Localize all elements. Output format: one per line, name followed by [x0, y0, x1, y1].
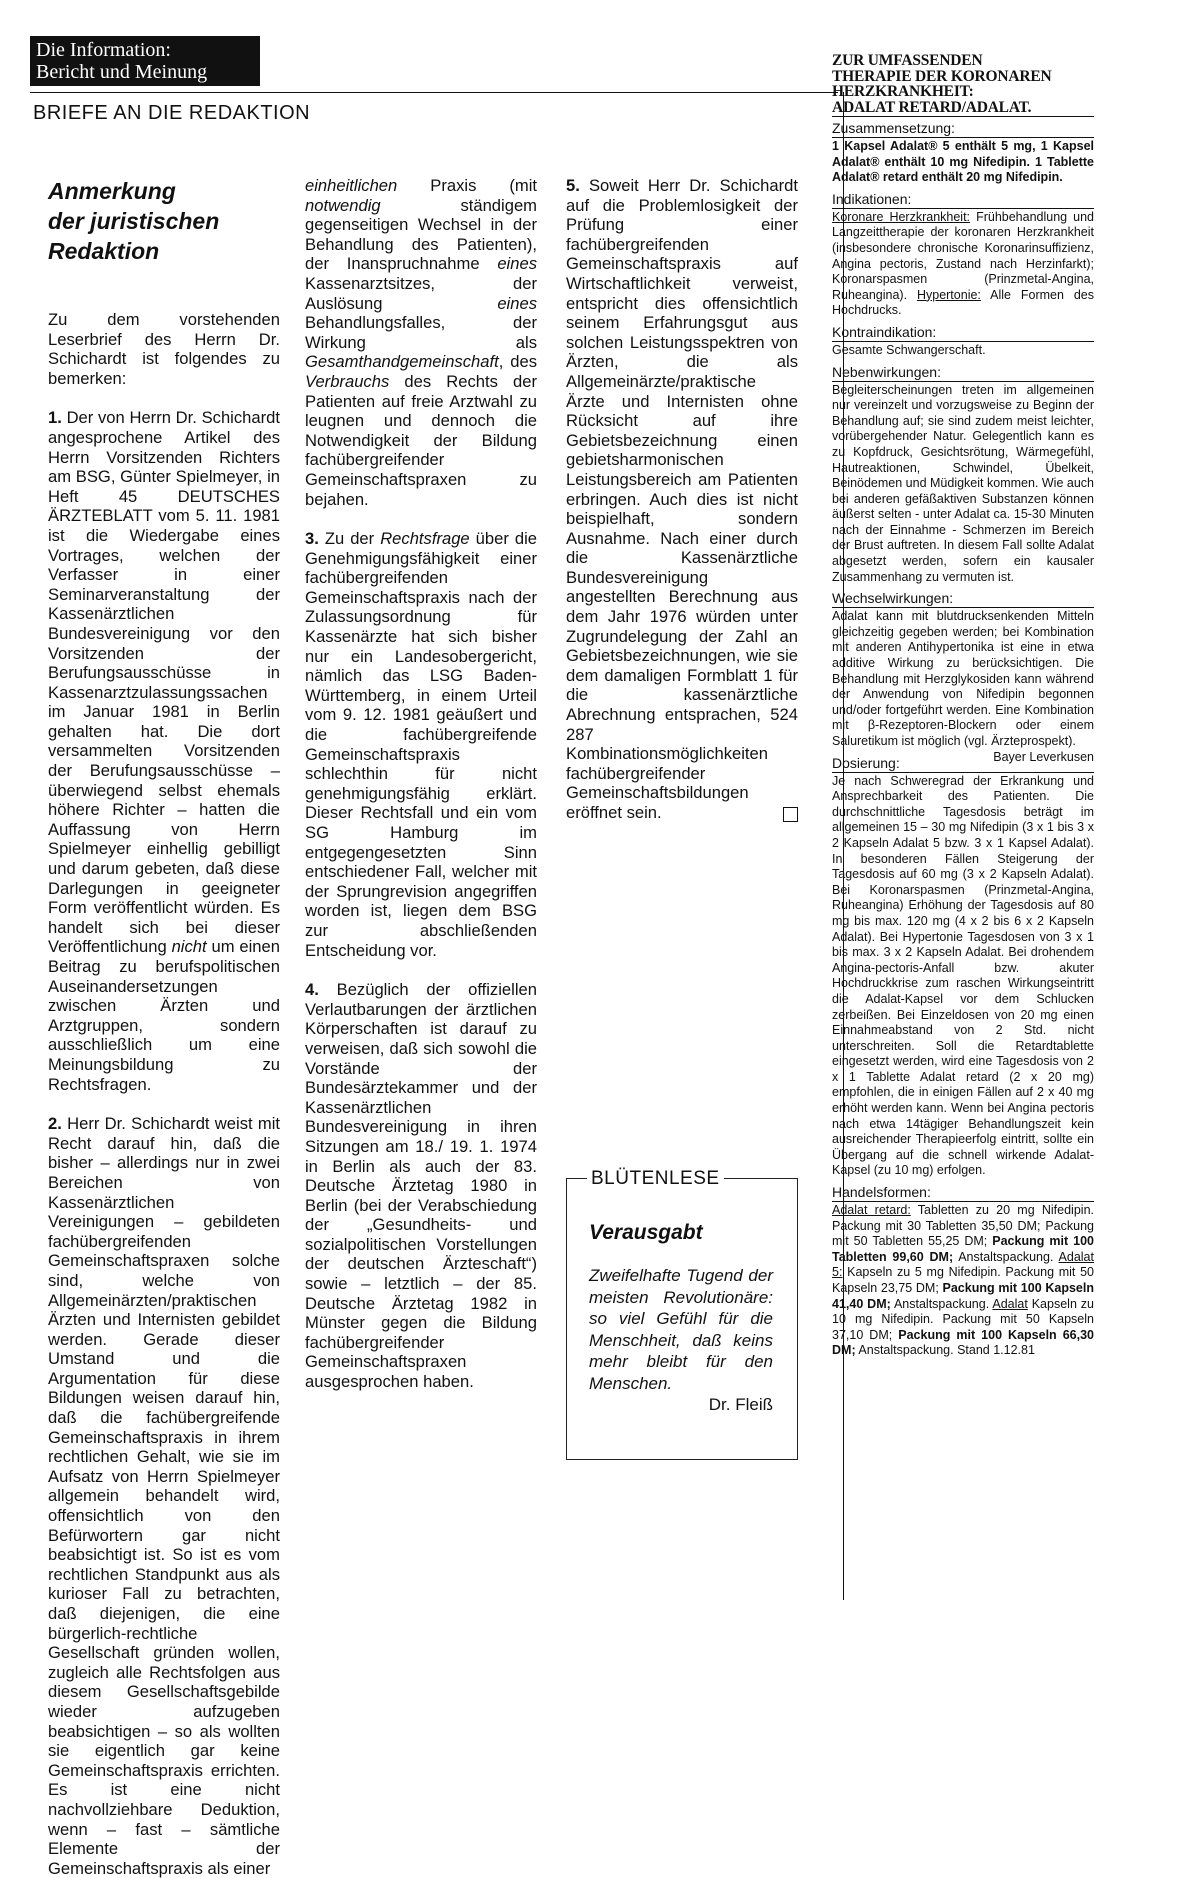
ad-section-title: Kontraindikation:	[832, 323, 1094, 342]
paragraph-text: Der von Herrn Dr. Schichardt angesprochene Artikel des Herrn Vorsitzenden Richters am BSG, Günter Spielmeyer, in Heft 45 DEUTSCHES ÄRZTEBLATT vom 5. 11. 1981 ist die Wiedergabe eines Vortrages, welchen der Verfasser in einer Seminarveranstaltung der Kassenärztlichen Bundesvereinigung vor den Vorsitzenden der Berufungsausschüsse in Kassenarztzulassungssachen im Januar 1981 in Berlin gehalten hat. Die dort versammelten Vorsitzenden der Berufungsausschüsse – überwiegend selbst ehemals höhere Richter – hatten die Auffassung von Herrn Spielmeyer einhellig gebilligt und darum gebeten, daß diese Darlegungen in geeigneter Form veröffentlicht würden. Es handelt sich bei dieser Veröffentlichung	[48, 408, 280, 957]
paragraph-2	[48, 1114, 280, 1878]
paragraph-text: Praxis (mit	[430, 176, 537, 195]
ad-company: Bayer Leverkusen	[993, 749, 1094, 764]
paragraph-2-continued	[305, 176, 537, 509]
ad-term: Adalat 5:	[832, 1249, 1094, 1280]
ad-headline-line: ZUR UMFASSENDEN	[832, 52, 983, 69]
article-title-line-3: Redaktion	[48, 238, 160, 264]
ad-section-title: Wechselwirkungen:	[832, 589, 1094, 608]
paragraph-text: ständigem gegenseitigen Wechsel in der Behandlung des Patienten), der Inanspruchnahme	[305, 195, 537, 274]
ad-composition: 1 Kapsel Adalat® 5 enthält 5 mg, 1 Kapsel Adalat® enthält 10 mg Nifedipin. 1 Tablette Adalat® retard enthält 20 mg Nifedipin.	[832, 139, 1094, 185]
ad-text: Alle Formen des Hochdrucks.	[832, 287, 1094, 318]
paragraph-text: , des	[498, 352, 537, 372]
article-title-line-2: der juristischen	[48, 208, 220, 234]
paragraph-1	[48, 408, 280, 1094]
ad-headline	[832, 53, 1094, 117]
emphasis: einheitlichen	[305, 176, 398, 195]
ad-term: Koronare Herzkrankheit:	[832, 209, 971, 224]
ad-text: Tabletten zu 20 mg Nifedipin. Packung mit 30 Tabletten 35,50 DM; Packung mit 50 Tabletten 55,25 DM;	[832, 1203, 1094, 1249]
ad-term: Hypertonie:	[916, 287, 981, 302]
ad-text: Kapseln zu 5 mg Nifedipin. Packung mit 50 Kapseln 23,75 DM;	[832, 1265, 1094, 1295]
ad-package-forms	[832, 1203, 1094, 1359]
ad-price: Packung mit 100 Kapseln 66,30 DM;	[832, 1327, 1094, 1358]
paragraph-text: Bezüglich der offiziellen Verlautbarungen der ärztlichen Körperschaften ist darauf zu verweisen, daß sich sowohl die Vorstände der Bundesärztekammer und der Kassenärztlichen Bundesvereinigung in ihren Sitzungen am 18./ 19. 1. 1974 in Berlin als auch der 83. Deutsche Ärztetag 1980 in Berlin (bei der Verabschiedung der „Gesundheits- und sozialpolitischen Vorstellungen der deutschen Ärzteschaft“) sowie – letztlich – der 85. Deutsche Ärztetag 1982 in Münster gegen die Bildung fachübergreifender Gemeinschaftspraxen ausgesprochen haben.	[305, 980, 537, 1392]
ad-text: Kapseln zu 10 mg Nifedipin. Packung mit 50 Kapseln 37,10 DM;	[832, 1296, 1094, 1342]
adalat-advertisement	[832, 53, 1094, 1363]
paragraph-number: 1.	[48, 408, 62, 428]
ad-price: Packung mit 100 Kapseln 41,40 DM;	[832, 1281, 1094, 1311]
paragraph-text: Behandlungsfalles, der Wirkung als	[305, 313, 537, 352]
emphasis: eines	[497, 293, 537, 313]
bluetenlese-box	[566, 1168, 798, 1460]
article-column-2	[305, 176, 537, 1392]
paragraph-text: Soweit Herr Dr. Schichardt auf die Problemlosigkeit der Prüfung einer fachübergreifenden Gemeinschaftspraxis auf Wirtschaftlichkeit verweist, entspricht dies offensichtlich seinem Erfahrungsgut aus solchen Leistungsspektren von Ärzten, die als Allgemeinärzte/praktische Ärzte und Internisten ohne Rücksicht auf ihre Gebietsbezeichnung einen gebietsharmonischen Leistungsbereich am Patienten erbringen. Auch dies ist nicht beispielhaft, sondern Ausnahme. Nach einer durch die Kassenärztliche Bundesvereinigung angestellten Berechnung aus dem Jahr 1976 würden unter Zugrundelegung der Zahl an Gebietsbezeichnungen, wie sie dem damaligen Formblatt 1 für die kassenärztliche Abrechnung entsprachen, 524 287 Kombinationsmöglichkeiten fachübergreifender Gemeinschaftsbildungen eröffnet sein.	[566, 176, 798, 822]
ad-term: Adalat	[992, 1296, 1028, 1311]
paragraph-3	[305, 529, 537, 960]
article-column-1	[48, 176, 280, 1878]
paragraph-number: 2.	[48, 1114, 62, 1134]
rubric: BRIEFE AN DIE REDAKTION	[33, 102, 311, 124]
article-title-line-1: Anmerkung	[48, 178, 176, 204]
paragraph-number: 3.	[305, 529, 319, 549]
ad-side-effects: Begleiterscheinungen treten im allgemeinen nur vereinzelt und vorzugsweise zu Beginn der Behandlung auf; sie sind zudem meist leichter, vorübergehender Natur. Gelegentlich kann es zu Kopfdruck, Gesichtsrötung, Wärmegefühl, Hautreaktionen, Schwindel, Übelkeit, Beinödemen und Müdigkeit kommen. Wie auch bei anderen gefäßaktiven Substanzen können äußerst selten - unter Adalat ca. 15-30 Minuten nach der Einnahme - Schmerzen im Bereich der Brust auftreten. In diesem Fall sollte Adalat abgesetzt werden, sofern ein kausaler Zusammenhang zu vermuten ist.	[832, 382, 1094, 584]
bluetenlese-title: Verausgabt	[589, 1221, 703, 1244]
article-intro: Zu dem vorstehenden Leserbrief des Herrn Dr. Schichardt ist folgendes zu bemerken:	[48, 310, 280, 388]
ad-text: Anstaltspackung.	[893, 1296, 990, 1311]
bluetenlese-quote: Zweifelhafte Tugend der meisten Revolutionäre: so viel Gefühl für die Menschheit, daß keins mehr bleibt für den Menschen.	[589, 1266, 773, 1393]
paragraph-text: des Rechts der Patienten auf freie Arztwahl zu leugnen und dennoch die Notwendigkeit der Bildung fachübergreifender Gemeinschaftspraxen zu bejahen.	[305, 371, 537, 509]
ad-section-title: Indikationen:	[832, 190, 1094, 209]
ad-price: Packung mit 100 Tabletten 99,60 DM;	[832, 1234, 1094, 1264]
end-of-article-icon	[783, 807, 798, 822]
emphasis: nicht	[171, 937, 207, 957]
emphasis: eines	[497, 254, 537, 274]
article-column-3	[566, 176, 798, 823]
emphasis: notwendig	[305, 195, 381, 215]
emphasis: Rechtsfrage	[380, 529, 470, 549]
ad-term: Adalat retard:	[832, 1203, 911, 1218]
emphasis: Gesamthandgemeinschaft	[305, 352, 499, 372]
paragraph-4	[305, 980, 537, 1391]
ad-headline-line: THERAPIE DER KORONAREN	[832, 67, 1052, 85]
bluetenlese-author: Dr. Fleiß	[708, 1395, 773, 1414]
paragraph-text: um einen Beitrag zu berufspolitischen Auseinandersetzungen zwischen Ärzten und Arztgruppen, sondern ausschließlich um eine Meinungsbildung zu Rechtsfragen.	[48, 937, 280, 1094]
ad-dosage: Je nach Schweregrad der Erkrankung und Ansprechbarkeit des Patienten. Die durchschnittliche Tagesdosis beträgt im allgemeinen 15 – 30 mg Nifedipin (3 x 1 bis 3 x 2 Kapseln Adalat 5 bzw. 3 x 1 Kapsel Adalat). In besonderen Fällen Steigerung der Tagesdosis auf 60 mg (3 x 2 Kapseln Adalat). Bei Koronarspasmen (Prinzmetal-Angina, Ruheangina) Erhöhung der Tagesdosis auf 80 mg bis max. 120 mg (4 x 2 bis 6 x 2 Kapseln Adalat). Bei Hypertonie Tagesdosen von 3 x 1 bis max. 3 x 2 Kapseln Adalat. Bei drohendem Angina-pectoris-Anfall bzw. akuter Hochdruckkrise zum raschen Wirkungseintritt die Adalat-Kapsel vor dem Schlucken zerbeißen. Bei Einzeldosen von 20 mg einen Einnahmeabstand von 2 Std. nicht unterschreiten. Soll die Retardtablette eingesetzt werden, wird eine Tagesdosis von 2 x 1 Tablette Adalat retard (2 x 20 mg) empfohlen, die in einigen Fällen auf 2 x 40 mg erhöht werden kann. Wenn bei Angina pectoris nach etwa 14tägiger Behandlungszeit kein ausreichender Therapieerfolg eintritt, sollte ein Übergang auf die schnell wirkende Adalat-Kapsel (zu 10 mg) erfolgen.	[832, 773, 1094, 1178]
paragraph-text: Zu der	[324, 529, 375, 549]
ad-contraindication: Gesamte Schwangerschaft.	[832, 342, 986, 357]
header-rule	[30, 92, 838, 93]
ad-section-title: Dosierung:	[832, 754, 1094, 773]
section-label-line2: Bericht und Meinung	[36, 61, 208, 83]
ad-indications	[832, 210, 1094, 319]
section-label-line1: Die Information:	[36, 39, 171, 61]
ad-text: Anstaltspackung.	[958, 1249, 1054, 1264]
paragraph-number: 5.	[566, 176, 580, 195]
paragraph-5	[566, 176, 798, 823]
ad-text: Adalat kann mit blutdrucksenkenden Mitteln gleichzeitig gegeben werden; bei Kombination mit anderen Antihypertonika ist eine in etwa additive Wirkung zu berücksichtigen. Die Behandlung mit Herzglykosiden kann während der Anwendung von Nifedipin begonnen und/oder fortgeführt werden. Eine Kombination mit β-Rezeptoren-Blockern oder einem Saluretikum ist möglich (vgl. Ärzteprospekt).	[832, 609, 1094, 748]
ad-text: Frühbehandlung und Langzeittherapie der koronaren Herzkrankheit (insbesondere chronische Koronarinsuffizienz, Angina pectoris, Zustand nach Herzinfarkt); Koronarspasmen (Prinzmetal-Angina, Ruheangina).	[832, 209, 1095, 302]
ad-headline-line: HERZKRANKHEIT:	[832, 83, 974, 100]
article-title	[48, 176, 280, 266]
bluetenlese-label: BLÜTENLESE	[587, 1168, 724, 1190]
emphasis: Verbrauchs	[305, 371, 390, 391]
ad-section-title: Zusammensetzung:	[832, 119, 1094, 138]
paragraph-text: Kassenarztsitzes, der Auslösung	[305, 273, 537, 313]
paragraph-text: Herr Dr. Schichardt weist mit Recht darauf hin, daß die bisher – allerdings nur in zwei Bereichen von Kassenärztlichen Vereinigungen – gebildeten fachübergreifenden Gemeinschaftspraxen solche sind, welche von Allgemeinärzten/praktischen Ärzten und Internisten gebildet werden. Gerade dieser Umstand und die Argumentation für diese Bildungen weisen darauf hin, daß die fachübergreifende Gemeinschaftspraxis in ihrem rechtlichen Gehalt, wie sie im Aufsatz von Herrn Spielmeyer allgemein behandelt wird, offensichtlich von den Befürwortern gar nicht beabsichtigt ist. So ist es vom rechtlichen Standpunkt aus als kurioser Fall zu betrachten, daß diejenigen, die eine bürgerlich-rechtliche Gesellschaft gründen wollen, zugleich alle Rechtsfolgen aus diesem Gesellschaftsgebilde wieder aufzugeben beabsichtigen – so als wollten sie eigentlich gar keine Gemeinschaftspraxis errichten. Es ist eine nicht nachvollziehbare Deduktion, wenn – fast – sämtliche Elemente der Gemeinschaftspraxis als einer	[48, 1114, 280, 1878]
paragraph-text: über die Genehmigungsfähigkeit einer fachübergreifenden Gemeinschaftspraxis nach der Zulassungsordnung für Kassenärzte hat sich bisher nur ein Landesobergericht, nämlich das LSG Baden-Württemberg, in einem Urteil vom 9. 12. 1981 geäußert und die fachübergreifende Gemeinschaftspraxis schlechthin für nicht genehmigungsfähig erklärt. Dieser Rechtsfall und ein vom SG Hamburg im entgegengesetzten Sinn entschiedener Fall, welcher mit der Sprungrevision angegriffen worden ist, liegen dem BSG zur abschließenden Entscheidung vor.	[305, 529, 537, 960]
paragraph-number: 4.	[305, 980, 319, 1000]
ad-section-title: Nebenwirkungen:	[832, 363, 1094, 382]
ad-headline-line: ADALAT RETARD/ADALAT.	[832, 98, 1032, 116]
ad-text: Anstaltspackung. Stand 1.12.81	[858, 1343, 1035, 1358]
section-label	[30, 36, 260, 86]
ad-section-title: Handelsformen:	[832, 1183, 1094, 1202]
